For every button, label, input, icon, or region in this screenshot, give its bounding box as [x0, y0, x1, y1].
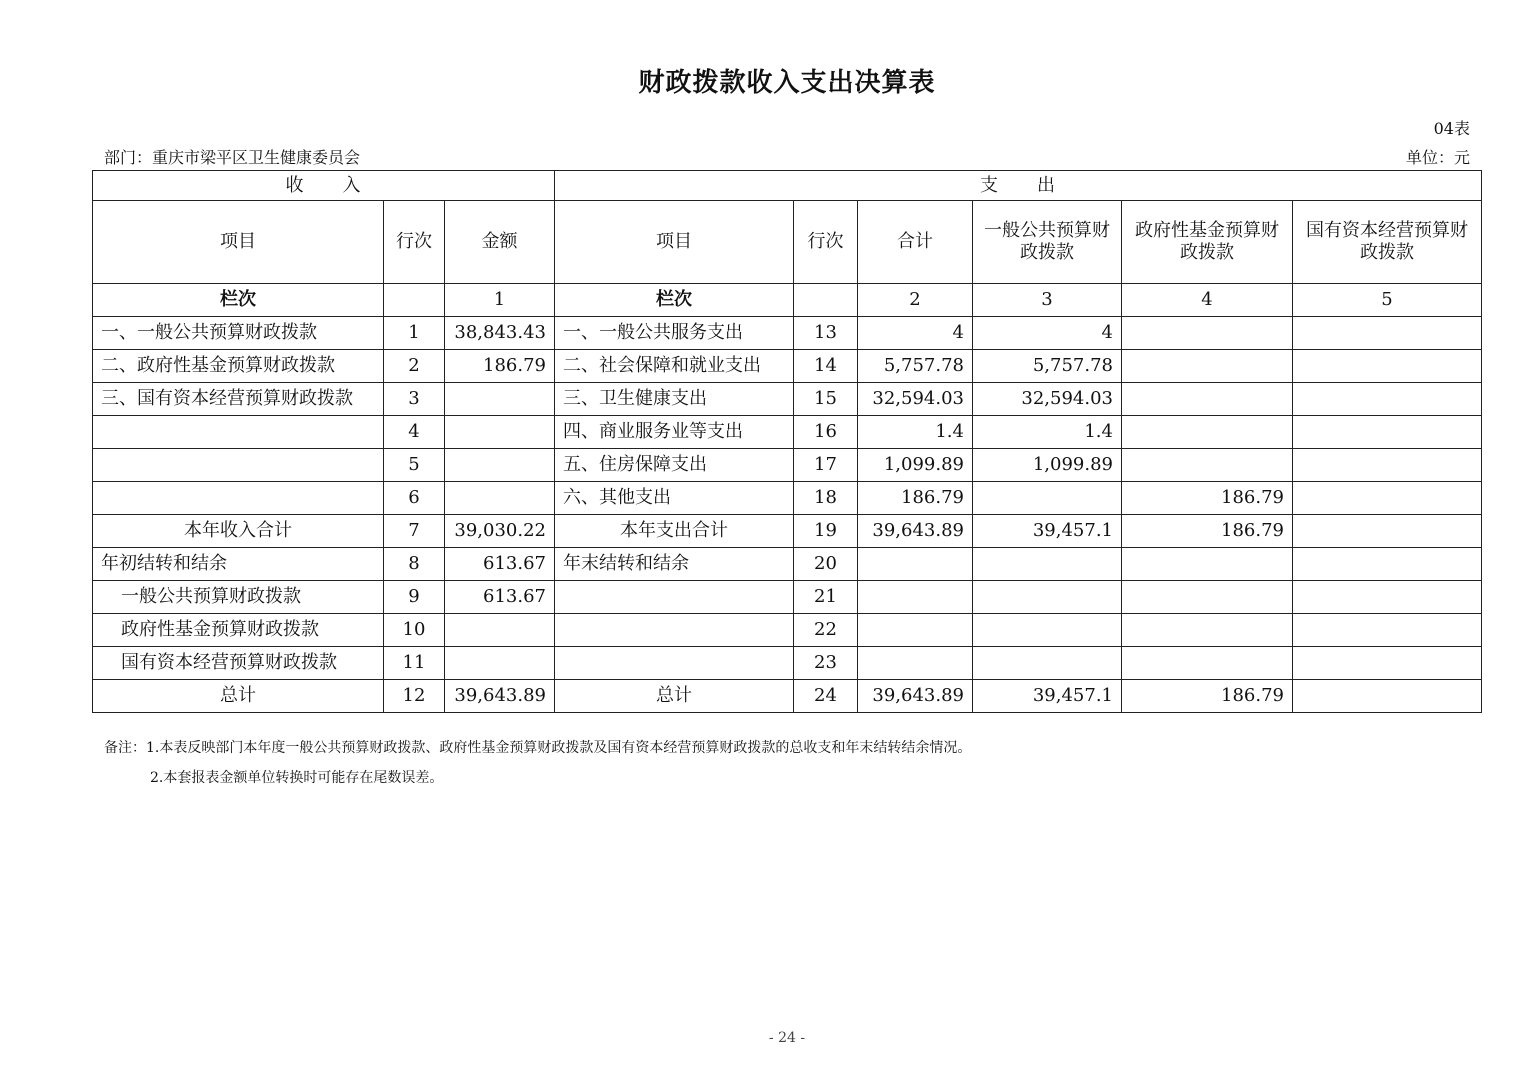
table-row	[93, 614, 1482, 647]
expense-general-public: 1.4	[973, 416, 1122, 449]
expense-line: 23	[794, 647, 858, 680]
expense-item: 六、其他支出	[555, 482, 794, 515]
income-amount	[445, 614, 555, 647]
expense-state-capital	[1293, 317, 1482, 350]
table-row	[93, 449, 1482, 482]
expense-total	[858, 614, 973, 647]
income-item	[93, 449, 384, 482]
expense-state-capital	[1293, 482, 1482, 515]
department-label: 部门：重庆市梁平区卫生健康委员会	[104, 148, 361, 167]
expense-general-public: 1,099.89	[973, 449, 1122, 482]
income-item: 三、国有资本经营预算财政拨款	[93, 383, 384, 416]
expense-state-capital	[1293, 350, 1482, 383]
income-item: 一般公共预算财政拨款	[93, 581, 384, 614]
expense-general-public	[973, 581, 1122, 614]
col-income-item: 项目	[93, 201, 384, 284]
income-amount	[445, 449, 555, 482]
income-item	[93, 482, 384, 515]
expense-state-capital	[1293, 647, 1482, 680]
income-subtotal-label: 本年收入合计	[93, 515, 384, 548]
budget-table	[92, 170, 1482, 713]
col-income-amount: 金额	[445, 201, 555, 284]
expense-line: 15	[794, 383, 858, 416]
expense-item: 四、商业服务业等支出	[555, 416, 794, 449]
expense-general-public	[973, 614, 1122, 647]
expense-state-capital	[1293, 383, 1482, 416]
income-line: 9	[384, 581, 445, 614]
col-expense-item: 项目	[555, 201, 794, 284]
expense-item: 三、卫生健康支出	[555, 383, 794, 416]
table-row-grand-total	[93, 680, 1482, 713]
expense-gov-fund	[1122, 383, 1293, 416]
income-item: 年初结转和结余	[93, 548, 384, 581]
expense-state-capital	[1293, 680, 1482, 713]
expense-general-public: 39,457.1	[973, 680, 1122, 713]
income-amount: 613.67	[445, 548, 555, 581]
index-expense-line	[794, 284, 858, 317]
expense-item: 年末结转和结余	[555, 548, 794, 581]
expense-general-public: 4	[973, 317, 1122, 350]
expense-total	[858, 647, 973, 680]
income-item: 二、政府性基金预算财政拨款	[93, 350, 384, 383]
income-line: 2	[384, 350, 445, 383]
page-number: - 24 -	[768, 1030, 806, 1046]
expense-line: 18	[794, 482, 858, 515]
index-income-amount: 1	[445, 284, 555, 317]
expense-state-capital	[1293, 614, 1482, 647]
expense-state-capital	[1293, 581, 1482, 614]
expense-total	[858, 548, 973, 581]
income-line: 6	[384, 482, 445, 515]
index-income-line	[384, 284, 445, 317]
expense-general-public: 5,757.78	[973, 350, 1122, 383]
income-line: 11	[384, 647, 445, 680]
expense-general-public	[973, 548, 1122, 581]
expense-gov-fund: 186.79	[1122, 680, 1293, 713]
expense-item	[555, 581, 794, 614]
table-row-subtotal	[93, 515, 1482, 548]
income-line: 12	[384, 680, 445, 713]
col-total: 合计	[858, 201, 973, 284]
col-expense-line: 行次	[794, 201, 858, 284]
expense-gov-fund: 186.79	[1122, 482, 1293, 515]
expense-gov-fund	[1122, 350, 1293, 383]
expense-gov-fund	[1122, 581, 1293, 614]
expense-section-header: 支 出	[555, 171, 1482, 201]
income-amount	[445, 482, 555, 515]
income-line: 5	[384, 449, 445, 482]
expense-item: 一、一般公共服务支出	[555, 317, 794, 350]
income-line: 3	[384, 383, 445, 416]
expense-gov-fund	[1122, 548, 1293, 581]
expense-grand-total-label: 总计	[555, 680, 794, 713]
section-header-row	[93, 171, 1482, 201]
income-item	[93, 416, 384, 449]
index-total: 2	[858, 284, 973, 317]
expense-line: 14	[794, 350, 858, 383]
expense-item: 二、社会保障和就业支出	[555, 350, 794, 383]
expense-total: 1,099.89	[858, 449, 973, 482]
income-line: 8	[384, 548, 445, 581]
notes	[104, 733, 971, 793]
expense-gov-fund	[1122, 647, 1293, 680]
income-item: 国有资本经营预算财政拨款	[93, 647, 384, 680]
expense-item	[555, 647, 794, 680]
income-line: 10	[384, 614, 445, 647]
income-line: 1	[384, 317, 445, 350]
index-general-public: 3	[973, 284, 1122, 317]
expense-total: 1.4	[858, 416, 973, 449]
col-income-line: 行次	[384, 201, 445, 284]
table-row	[93, 383, 1482, 416]
expense-total: 39,643.89	[858, 515, 973, 548]
col-state-capital: 国有资本经营预算财政拨款	[1293, 201, 1482, 284]
column-index-row	[93, 284, 1482, 317]
table-row	[93, 482, 1482, 515]
index-income-item: 栏次	[93, 284, 384, 317]
col-general-public: 一般公共预算财政拨款	[973, 201, 1122, 284]
expense-gov-fund	[1122, 449, 1293, 482]
expense-state-capital	[1293, 416, 1482, 449]
column-header-row	[93, 201, 1482, 284]
expense-line: 24	[794, 680, 858, 713]
income-amount: 39,030.22	[445, 515, 555, 548]
table-row	[93, 350, 1482, 383]
expense-line: 17	[794, 449, 858, 482]
expense-total: 39,643.89	[858, 680, 973, 713]
income-grand-total-label: 总计	[93, 680, 384, 713]
expense-line: 19	[794, 515, 858, 548]
income-line: 4	[384, 416, 445, 449]
expense-line: 20	[794, 548, 858, 581]
expense-total: 32,594.03	[858, 383, 973, 416]
note-line-1: 备注：1.本表反映部门本年度一般公共预算财政拨款、政府性基金预算财政拨款及国有资本经营预算财政拨款的总收支和年末结转结余情况。	[104, 740, 972, 756]
expense-gov-fund	[1122, 416, 1293, 449]
income-amount: 39,643.89	[445, 680, 555, 713]
income-amount: 38,843.43	[445, 317, 555, 350]
expense-item	[555, 614, 794, 647]
expense-state-capital	[1293, 449, 1482, 482]
index-expense-item: 栏次	[555, 284, 794, 317]
expense-total	[858, 581, 973, 614]
expense-general-public	[973, 482, 1122, 515]
income-amount	[445, 416, 555, 449]
index-gov-fund: 4	[1122, 284, 1293, 317]
expense-line: 21	[794, 581, 858, 614]
expense-general-public: 39,457.1	[973, 515, 1122, 548]
expense-state-capital	[1293, 515, 1482, 548]
page-title: 财政拨款收入支出决算表	[638, 68, 936, 98]
form-number: 04表	[1433, 119, 1470, 138]
expense-state-capital	[1293, 548, 1482, 581]
expense-line: 16	[794, 416, 858, 449]
income-item: 一、一般公共预算财政拨款	[93, 317, 384, 350]
expense-gov-fund	[1122, 317, 1293, 350]
expense-item: 五、住房保障支出	[555, 449, 794, 482]
income-amount	[445, 383, 555, 416]
income-item: 政府性基金预算财政拨款	[93, 614, 384, 647]
income-line: 7	[384, 515, 445, 548]
expense-total: 4	[858, 317, 973, 350]
table-row	[93, 647, 1482, 680]
income-amount: 613.67	[445, 581, 555, 614]
income-section-header: 收 入	[93, 171, 555, 201]
expense-total: 5,757.78	[858, 350, 973, 383]
index-state-capital: 5	[1293, 284, 1482, 317]
expense-subtotal-label: 本年支出合计	[555, 515, 794, 548]
expense-total: 186.79	[858, 482, 973, 515]
expense-gov-fund	[1122, 614, 1293, 647]
unit-label: 单位：元	[1405, 148, 1470, 167]
note-line-2: 2.本套报表金额单位转换时可能存在尾数误差。	[150, 770, 444, 786]
expense-line: 13	[794, 317, 858, 350]
table-row	[93, 416, 1482, 449]
col-gov-fund: 政府性基金预算财政拨款	[1122, 201, 1293, 284]
table-row	[93, 581, 1482, 614]
expense-line: 22	[794, 614, 858, 647]
income-amount	[445, 647, 555, 680]
table-row	[93, 317, 1482, 350]
income-amount: 186.79	[445, 350, 555, 383]
expense-general-public	[973, 647, 1122, 680]
expense-gov-fund: 186.79	[1122, 515, 1293, 548]
table-row	[93, 548, 1482, 581]
expense-general-public: 32,594.03	[973, 383, 1122, 416]
